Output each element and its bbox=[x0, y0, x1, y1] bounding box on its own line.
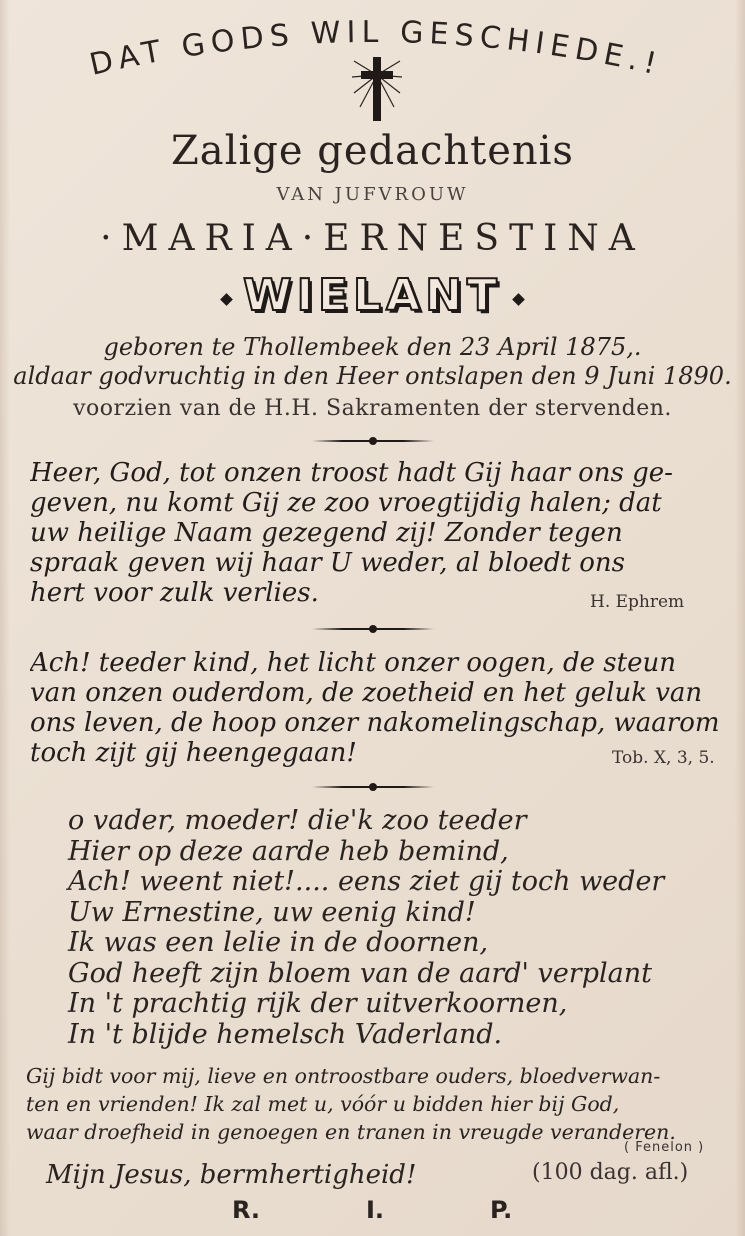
poem-line: In 't prachtig rijk der uitverkoornen, bbox=[68, 988, 568, 1019]
prayer-line: Gij bidt voor mij, lieve en ontroostbare ouders, bloedverwan- bbox=[26, 1064, 661, 1088]
poem-line: Ach! weent niet!.... eens ziet gij toch weder bbox=[68, 866, 665, 897]
surname-block bbox=[0, 270, 745, 321]
rip-letter: R. bbox=[232, 1196, 261, 1224]
passage-ephrem bbox=[30, 458, 720, 608]
divider bbox=[312, 440, 434, 442]
diamond-ornament-left bbox=[220, 293, 233, 306]
diamond-ornament-right bbox=[512, 293, 525, 306]
poem-line: Hier op deze aarde heb bemind, bbox=[68, 835, 509, 867]
prayer-line: ten en vrienden! Ik zal met u, vóór u bidden hier bij God, bbox=[26, 1092, 620, 1116]
prayer-attribution: ( Fenelon ) bbox=[624, 1140, 705, 1155]
passage-line: Ach! teeder kind, het licht onzer oogen, de steun bbox=[30, 648, 676, 678]
reference-ephrem: H. Ephrem bbox=[590, 592, 685, 612]
rip-letter: I. bbox=[366, 1196, 385, 1224]
memorial-title: Zalige gedachtenis bbox=[171, 128, 574, 174]
prayer-line: waar droefheid in genoegen en tranen in vreugde veranderen. bbox=[26, 1120, 676, 1144]
invocation: Mijn Jesus, bermhertigheid! bbox=[46, 1160, 417, 1190]
reference-tobias: Tob. X, 3, 5. bbox=[612, 748, 715, 768]
passage-line: hert voor zulk verlies. bbox=[30, 578, 319, 608]
passage-line: geven, nu komt Gij ze zoo vroegtijdig halen; dat bbox=[30, 488, 662, 518]
birth-line: geboren te Thollembeek den 23 April 1875,. bbox=[103, 333, 642, 361]
death-line: aldaar godvruchtig in den Heer ontslapen den 9 Juni 1890. bbox=[13, 362, 732, 390]
poem bbox=[68, 806, 664, 1050]
poem-line: In 't blijde hemelsch Vaderland. bbox=[68, 1018, 503, 1050]
given-names: ·MARIA·ERNESTINA bbox=[100, 218, 645, 259]
motto-text: DAT GODS WIL GESCHIEDE.! bbox=[86, 14, 666, 84]
divider bbox=[312, 786, 434, 788]
rip-letter: P. bbox=[490, 1196, 513, 1224]
passage-line: uw heilige Naam gezegend zij! Zonder tegen bbox=[30, 518, 623, 548]
poem-line: Ik was een lelie in de doornen, bbox=[68, 927, 489, 958]
indulgence-note: (100 dag. afl.) bbox=[532, 1160, 689, 1185]
prayer bbox=[26, 1062, 736, 1146]
passage-line: toch zijt gij heengegaan! bbox=[30, 738, 357, 768]
poem-line: God heeft zijn bloem van de aard' verplant bbox=[68, 957, 652, 989]
cross-icon bbox=[352, 55, 402, 125]
passage-line: spraak geven wij haar U weder, al bloedt ons bbox=[30, 548, 626, 578]
surname: WIELANT bbox=[243, 270, 502, 321]
passage-line: ons leven, de hoop onzer nakomelingschap, waarom bbox=[30, 708, 720, 738]
sacraments-line: voorzien van de H.H. Sakramenten der stervenden. bbox=[73, 396, 672, 421]
passage-line: van onzen ouderdom, de zoetheid en het geluk van bbox=[30, 678, 703, 708]
poem-line: Uw Ernestine, uw eenig kind! bbox=[68, 896, 476, 928]
divider bbox=[312, 628, 434, 630]
memorial-subtitle: VAN JUFVROUW bbox=[276, 184, 469, 205]
poem-line: o vader, moeder! die'k zoo teeder bbox=[68, 805, 527, 836]
passage-line: Heer, God, tot onzen troost hadt Gij haar ons ge- bbox=[30, 458, 673, 488]
